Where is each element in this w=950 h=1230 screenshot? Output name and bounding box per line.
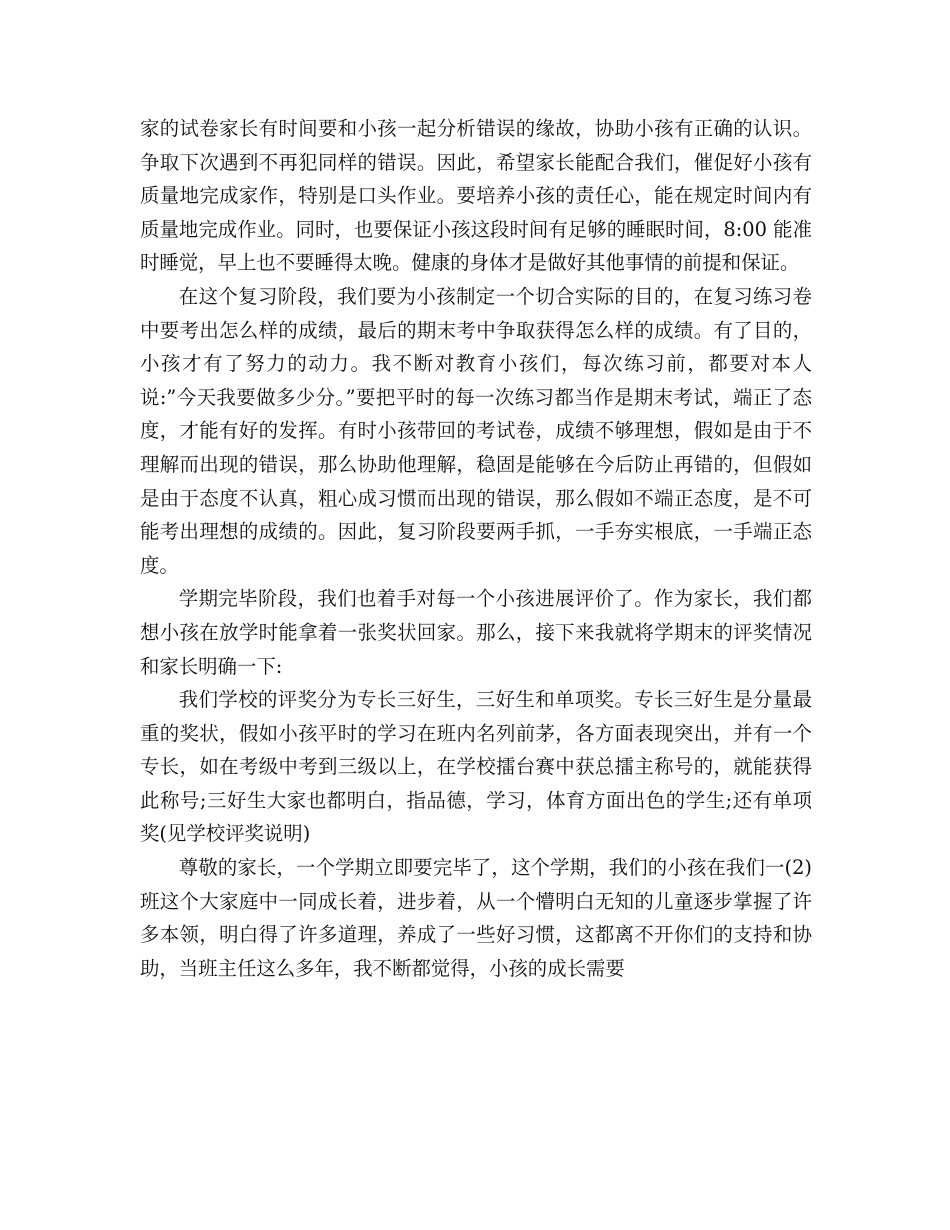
paragraph: 尊敬的家长，一个学期立即要完毕了，这个学期，我们的小孩在我们一(2)班这个大家庭中一同成长着，进步着，从一个懵明白无知的儿童逐步掌握了许多本领，明白得了许多道理，养成了一些好习惯，这都离不开你们的支持和协助，当班主任这么多年，我不断都觉得，小孩的成长需要 (140, 856, 812, 980)
paragraph: 在这个复习阶段，我们要为小孩制定一个切合实际的目的，在复习练习卷中要考出怎么样的成绩，最后的期末考中争取获得怎么样的成绩。有了目的，小孩才有了努力的动力。我不断对教育小孩们，每次练习前，都要对本人说:”今天我要做多少分。”要把平时的每一次练习都当作是期末考试，端正了态度，才能有好的发挥。有时小孩带回的考试卷，成绩不够理想，假如是由于不理解而出现的错误，那么协助他理解，稳固是能够在今后防止再错的，但假如是由于态度不认真，粗心成习惯而出现的错误，那么假如不端正态度，是不可能考出理想的成绩的。因此，复习阶段要两手抓，一手夯实根底，一手端正态度。 (140, 284, 812, 577)
document-body (140, 112, 812, 985)
paragraph: 我们学校的评奖分为专长三好生，三好生和单项奖。专长三好生是分量最重的奖状，假如小孩平时的学习在班内名列前茅，各方面表现突出，并有一个专长，如在考级中考到三级以上，在学校擂台赛中获总擂主称号的，就能获得此称号;三好生大家也都明白，指品德，学习，体育方面出色的学生;还有单项奖(见学校评奖说明) (140, 688, 812, 846)
paragraph: 学期完毕阶段，我们也着手对每一个小孩进展评价了。作为家长，我们都想小孩在放学时能拿着一张奖状回家。那么，接下来我就将学期末的评奖情况和家长明确一下: (140, 587, 812, 678)
paragraph: 家的试卷家长有时间要和小孩一起分析错误的缘故，协助小孩有正确的认识。争取下次遇到不再犯同样的错误。因此，希望家长能配合我们，催促好小孩有质量地完成家作，特别是口头作业。要培养小孩的责任心，能在规定时间内有质量地完成作业。同时，也要保证小孩这段时间有足够的睡眠时间，8:00 能准时睡觉，早上也不要睡得太晚。健康的身体才是做好其他事情的前提和保证。 (140, 117, 812, 275)
